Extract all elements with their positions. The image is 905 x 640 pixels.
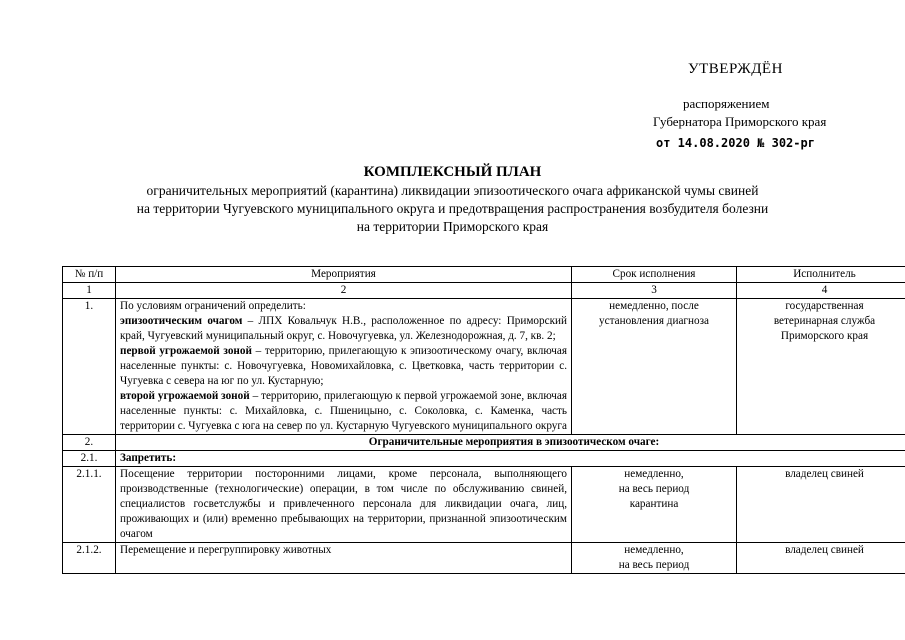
row1-executor-line-1: государственная xyxy=(785,300,864,312)
header-number: № п/п xyxy=(63,267,116,283)
table-row xyxy=(63,543,905,574)
order-line-2: Губернатора Приморского края xyxy=(653,114,827,129)
subtitle-line-2: на территории Чугуевского муниципального округа и предотвращения распространения возбудителя болезни xyxy=(136,201,769,216)
document-title: КОМПЛЕКСНЫЙ ПЛАН xyxy=(363,164,542,180)
column-number-3: 3 xyxy=(572,283,737,299)
table-header-row xyxy=(63,267,905,283)
row1-zone2-text: – территорию, прилегающую к первой угрожаемой зоне, включая населенные пункты: с. Михайловка, с. Пшеницыно, с. Соколовка, с. Каменка, часть территории с. Чугуевка с юга на север по ул. Кустарную Чугуевского муниципального округа xyxy=(120,390,567,432)
row-activity: Посещение территории посторонними лицами, кроме персонала, выполняющего производственные (технологические) операции, в том числе по обслуживанию свиней, специалистов госветслужбы и привлеченного персонала для ликвидации очага, лиц, проживающих и (или) временно пребывающих на территории, признанной эпизоотическим очагом xyxy=(116,467,572,543)
row211-deadline-line-1: немедленно, xyxy=(624,468,684,480)
approval-stamp-title: УТВЕРЖДЁН xyxy=(688,61,783,77)
row-executor xyxy=(737,299,905,435)
column-number-4: 4 xyxy=(737,283,905,299)
plan-table xyxy=(62,266,905,574)
row-deadline xyxy=(572,543,737,574)
row1-deadline-line-1: немедленно, после xyxy=(609,300,699,312)
row-number: 2. xyxy=(63,435,116,451)
row1-executor-line-2: ветеринарная служба xyxy=(773,315,876,327)
row-number: 2.1. xyxy=(63,451,116,467)
row211-deadline-line-3: карантина xyxy=(629,498,679,510)
header-executor: Исполнитель xyxy=(737,267,905,283)
column-number-2: 2 xyxy=(116,283,572,299)
row-deadline xyxy=(572,467,737,543)
row211-deadline-line-2: на весь период xyxy=(618,483,690,495)
header-activities: Мероприятия xyxy=(116,267,572,283)
row-deadline xyxy=(572,299,737,435)
row1-deadline-line-2: установления диагноза xyxy=(599,315,709,327)
row1-focus-label: эпизоотическим очагом xyxy=(120,315,243,327)
table-section-row xyxy=(63,435,905,451)
order-line-1: распоряжением xyxy=(683,96,770,111)
subsection-heading: Запретить: xyxy=(116,451,905,467)
column-number-1: 1 xyxy=(63,283,116,299)
table-row xyxy=(63,467,905,543)
subtitle-line-3: на территории Приморского края xyxy=(356,219,549,234)
row-executor: владелец свиней xyxy=(737,467,905,543)
row1-intro: По условиям ограничений определить: xyxy=(120,300,306,312)
row-executor: владелец свиней xyxy=(737,543,905,574)
row-activity xyxy=(116,299,572,435)
row-number: 2.1.1. xyxy=(63,467,116,543)
row1-zone2-label: второй угрожаемой зоной xyxy=(120,390,250,402)
table-subsection-row xyxy=(63,451,905,467)
row212-deadline-line-1: немедленно, xyxy=(624,544,684,556)
section-heading: Ограничительные мероприятия в эпизоотическом очаге: xyxy=(116,435,905,451)
row1-zone1-label: первой угрожаемой зоной xyxy=(120,345,252,357)
table-column-numbers-row xyxy=(63,283,905,299)
row212-deadline-line-2: на весь период xyxy=(618,559,690,571)
subtitle-line-1: ограничительных мероприятий (карантина) ликвидации эпизоотического очага африканской чумы свиней xyxy=(146,183,759,198)
table-row xyxy=(63,299,905,435)
row-activity: Перемещение и перегруппировку животных xyxy=(116,543,572,574)
order-date-number: от 14.08.2020 № 302-рг xyxy=(656,136,815,150)
row1-focus-text: – ЛПХ Ковальчук Н.В., расположенное по адресу: Приморский край, Чугуевский муниципальный округ, с. Новочугуевка, ул. Железнодорожная, д. 7, кв. 2; xyxy=(120,315,567,342)
row1-executor-line-3: Приморского края xyxy=(780,330,869,342)
row1-zone1-text: – территорию, прилегающую к эпизоотическому очагу, включая населенные пункты: с. Новочугуевка, Новомихайловка, с. Цветковка, часть территории с. Чугуевка с севера на юг по ул. Кустарную; xyxy=(120,345,567,387)
row-number: 1. xyxy=(63,299,116,435)
header-deadline: Срок исполнения xyxy=(572,267,737,283)
row-number: 2.1.2. xyxy=(63,543,116,574)
